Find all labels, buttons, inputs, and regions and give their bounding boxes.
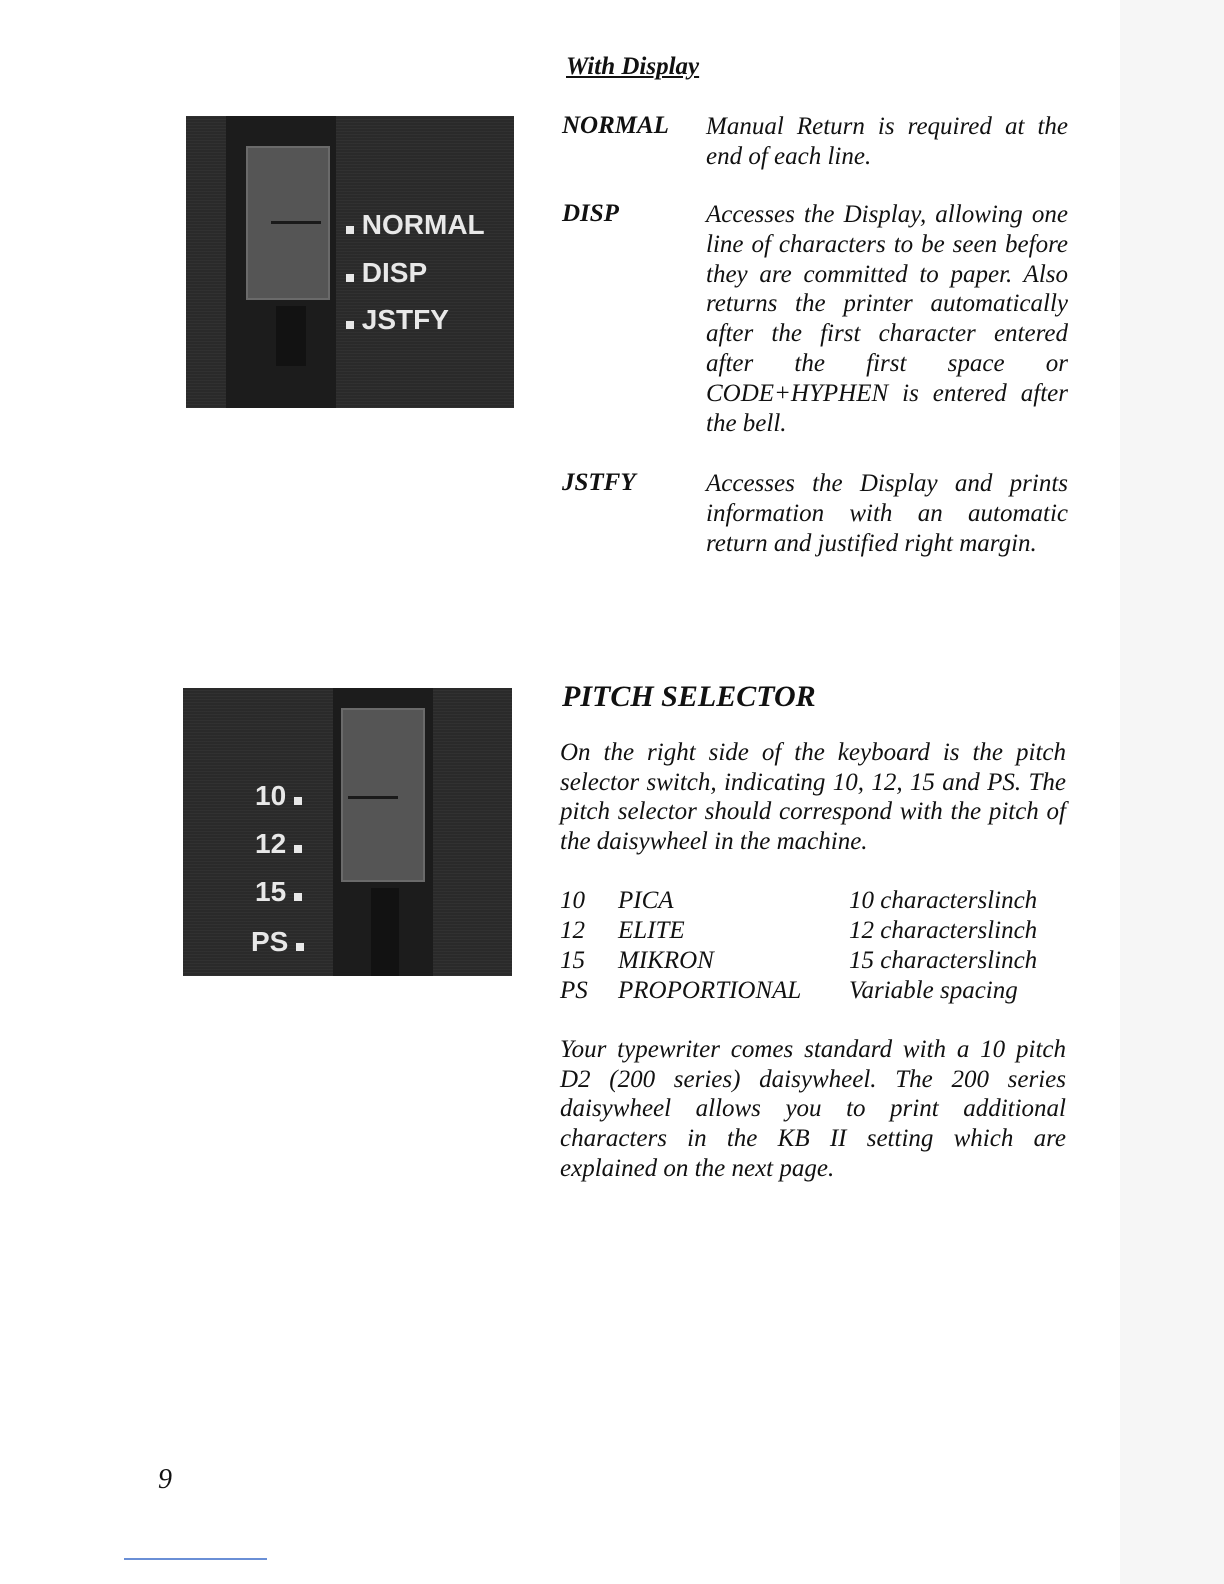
- switch-knob: [341, 708, 425, 882]
- pitch-spacing: 12 characterslinch: [849, 917, 1038, 944]
- switch-slot: [371, 888, 399, 976]
- photo-label-12: 12: [255, 830, 302, 858]
- table-row: [560, 977, 1037, 1007]
- table-row: [560, 887, 1037, 917]
- pitch-selector-photo: [183, 688, 512, 976]
- mode-term-jstfy: JSTFY: [562, 469, 636, 496]
- pitch-name: ELITE: [618, 917, 685, 944]
- pitch-spacing: 10 characterslinch: [849, 887, 1038, 914]
- mode-term-normal: NORMAL: [562, 112, 669, 139]
- mode-desc-disp: Accesses the Display, allowing one line of characters to be seen before they are committed to paper. Also returns the printer automatically after the first character entered after the first space or CODE+HYPHEN is entered after the bell.: [706, 201, 1068, 437]
- page-number: 9: [158, 1464, 172, 1495]
- pitch-spacing: Variable spacing: [849, 977, 1018, 1004]
- closing-paragraph: Your typewriter comes standard with a 10 pitch D2 (200 series) daisywheel. The 200 series daisywheel allows you to print additional characters in the KB II setting which are explained on the next page.: [560, 1036, 1066, 1182]
- mode-desc-jstfy: Accesses the Display and prints information with an automatic return and justified right margin.: [706, 470, 1068, 557]
- pitch-table: [560, 887, 1037, 1007]
- photo-label-jstfy: JSTFY: [346, 306, 449, 334]
- switch-knob-line: [348, 796, 398, 799]
- footer-rule: [124, 1558, 267, 1560]
- photo-label-ps: PS: [251, 928, 304, 956]
- photo-label-15: 15: [255, 878, 302, 906]
- pitch-code: 12: [560, 917, 585, 944]
- mode-selector-photo: [186, 116, 514, 408]
- table-row: [560, 917, 1037, 947]
- table-row: [560, 947, 1037, 977]
- mode-term-disp: DISP: [562, 200, 619, 227]
- pitch-heading: PITCH SELECTOR: [562, 680, 816, 713]
- photo-label-10: 10: [255, 782, 302, 810]
- pitch-code: 15: [560, 947, 585, 974]
- pitch-code: 10: [560, 887, 585, 914]
- pitch-intro: On the right side of the keyboard is the pitch selector switch, indicating 10, 12, 15 and PS. The pitch selector should correspond with the pitch of the daisywheel in the machine.: [560, 739, 1066, 856]
- section-label: With Display: [566, 53, 700, 80]
- photo-label-normal: NORMAL: [346, 211, 485, 239]
- switch-knob-line: [271, 221, 321, 224]
- page-edge: [1120, 0, 1224, 1584]
- pitch-spacing: 15 characterslinch: [849, 947, 1038, 974]
- pitch-code: PS: [560, 977, 588, 1004]
- photo-label-disp: DISP: [346, 259, 427, 287]
- mode-desc-normal: Manual Return is required at the end of each line.: [706, 113, 1068, 170]
- switch-slot: [276, 306, 306, 366]
- pitch-name: PICA: [618, 887, 674, 914]
- pitch-name: MIKRON: [618, 947, 714, 974]
- pitch-name: PROPORTIONAL: [618, 977, 802, 1004]
